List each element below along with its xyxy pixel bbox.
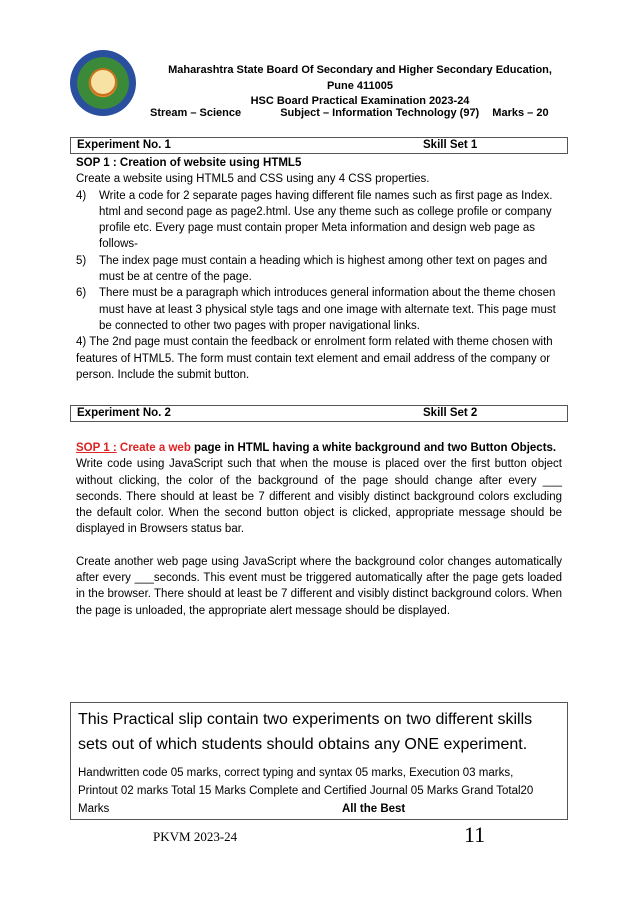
experiment-2-title: Experiment No. 2 xyxy=(77,407,171,419)
experiment-1-item xyxy=(76,253,564,286)
sop-label: SOP 1 : xyxy=(76,442,117,454)
experiment-2-para-2: Create another web page using JavaScript where the background color changes automatically after every ___seconds. This event must be triggered automatically after the page gets loaded in the browser. There should at least be 7 different and visibly distinct background colors. When the page is unloaded, the appropriate alert message should be displayed. xyxy=(76,555,562,617)
item-number: 4) xyxy=(76,189,87,202)
experiment-1-item xyxy=(76,285,564,334)
footer-label: PKVM 2023-24 xyxy=(153,829,238,844)
experiment-2-bar xyxy=(70,405,568,422)
header-marks: Marks – 20 xyxy=(492,107,549,119)
item-text: There must be a paragraph which introduces general information about the theme chosen must have at least 3 physical style tags and one image with alternate text. This page must be connected to other two pages with proper navigational links. xyxy=(99,287,556,332)
item-number: 5) xyxy=(76,254,87,267)
experiment-2-body xyxy=(76,440,562,619)
instructions-main: This Practical slip contain two experiments on two different skills sets out of which students should obtains any ONE experiment. xyxy=(78,711,533,753)
experiment-2-para-1: Write code using JavaScript such that when the mouse is placed over the first button object without clicking, the color of the background of the page should change after every ___ seconds. There should at least be 7 different and visibly distinct background colors excluding the default color. When the second button object is clicked, appropriate message should be displayed in Browsers status bar. xyxy=(76,458,562,536)
item-text: Write a code for 2 separate pages having different file names such as first page as Index. html and second page as page2.html. Use any theme such as college profile or company profile etc. Every page must contain proper Meta information and design web page as follows- xyxy=(99,189,553,251)
experiment-2-sop xyxy=(76,440,562,456)
header-line-3: HSC Board Practical Examination 2023-24 xyxy=(250,95,470,107)
experiment-1-bar xyxy=(70,137,568,154)
header-stream-row xyxy=(150,107,549,119)
experiment-1-body xyxy=(76,155,564,383)
sop-rest-text: page in HTML having a white background and two Button Objects. xyxy=(190,442,557,454)
sop-red-text: Create a web xyxy=(116,442,191,454)
marks-line-3: Marks xyxy=(78,803,110,815)
experiment-1-skill: Skill Set 1 xyxy=(423,139,478,151)
experiment-1-intro: Create a website using HTML5 and CSS using any 4 CSS properties. xyxy=(76,173,430,186)
marks-line-1: Handwritten code 05 marks, correct typing and syntax 05 marks, Execution 03 marks, xyxy=(78,767,514,779)
experiment-1-closing: 4) The 2nd page must contain the feedback or enrolment form related with theme chosen with features of HTML5. The form must contain text element and email address of the company or person. Include the submit button. xyxy=(76,336,553,381)
header-line-1: Maharashtra State Board Of Secondary and Higher Secondary Education, xyxy=(168,64,552,76)
item-number: 6) xyxy=(76,287,87,300)
experiment-1-title: Experiment No. 1 xyxy=(77,139,171,151)
experiment-1-sop: SOP 1 : Creation of website using HTML5 xyxy=(76,157,302,169)
page-number: 11 xyxy=(464,822,486,847)
marks-breakdown xyxy=(78,764,560,818)
header-subject: Subject – Information Technology (97) xyxy=(280,107,480,119)
header-stream: Stream – Science xyxy=(150,107,242,119)
marks-line-2: Printout 02 marks Total 15 Marks Complete and Certified Journal 05 Marks Grand Total20 xyxy=(78,785,534,797)
marks-line-3-row xyxy=(78,800,560,818)
experiment-2-skill: Skill Set 2 xyxy=(423,407,478,419)
item-text: The index page must contain a heading which is highest among other text on pages and must be at centre of the page. xyxy=(99,254,548,284)
experiment-1-item xyxy=(76,188,564,253)
board-seal-emblem xyxy=(89,68,117,96)
all-the-best: All the Best xyxy=(342,803,406,815)
header-line-2: Pune 411005 xyxy=(326,80,394,92)
instructions-box xyxy=(70,702,568,820)
